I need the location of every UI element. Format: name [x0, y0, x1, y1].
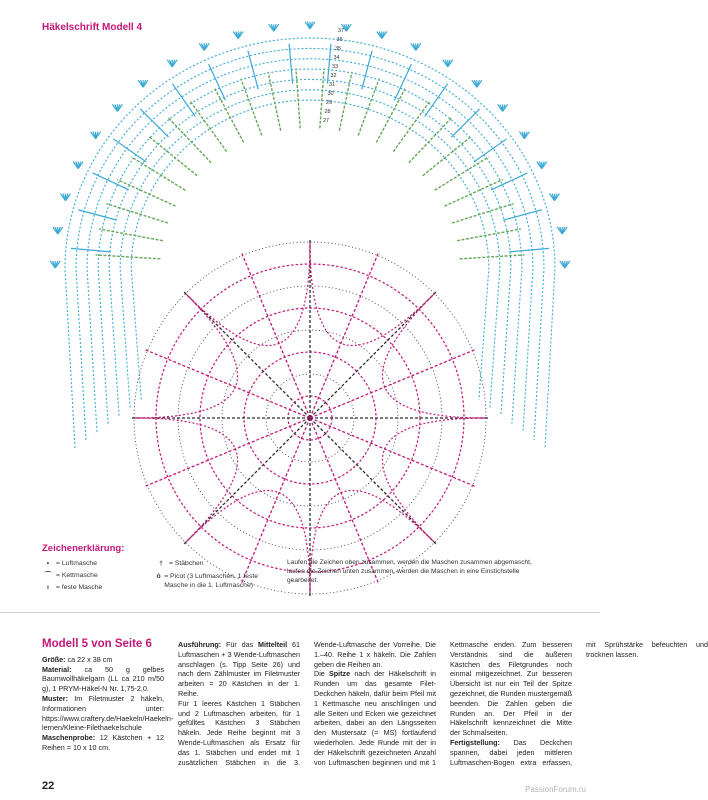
legend-title: Zeichenerklärung: [42, 543, 125, 554]
slip-stitch-icon: ⌒ [44, 572, 52, 579]
round-number-label: 36 [336, 37, 343, 43]
picot-fan-icon [269, 24, 279, 31]
picot-fan-icon [560, 261, 570, 268]
outer-spoke [248, 51, 258, 90]
picot-fan-icon [112, 104, 122, 111]
middle-spoke [423, 136, 472, 176]
divider [0, 612, 600, 613]
article [42, 638, 708, 770]
size-paragraph: Größe: ca 22 x 38 cm [42, 654, 113, 664]
inner-spoke [241, 252, 310, 418]
picot-fan-icon [53, 227, 63, 234]
legend-item-single [42, 582, 102, 594]
picot-fan-icon [167, 60, 177, 67]
outer-spoke [172, 84, 195, 117]
gauge-paragraph: Maschenprobe: 12 Kästchen + 12 Reihen = 10 x 10 cm. [42, 733, 164, 752]
inner-spoke [144, 349, 310, 418]
legend-column-2 [155, 558, 275, 590]
picot-fan-icon [61, 194, 71, 201]
single-crochet-icon: ı [47, 584, 49, 591]
legend-label: = Stäbchen [169, 560, 204, 567]
picot-fan-icon [305, 22, 315, 29]
legend-item-picot [155, 572, 275, 590]
legend-label: = Picot (3 Luftmaschen, 1 feste Masche in die 1. Luftmasche) [164, 573, 259, 589]
crochet-diagram [30, 18, 590, 548]
chart-title: Häkelschrift Modell 4 [42, 22, 143, 33]
petal-arc [186, 243, 310, 346]
outer-spoke [503, 210, 542, 220]
round-number-label: 34 [333, 55, 340, 61]
inner-spoke [310, 418, 476, 487]
picot-fan-icon [498, 104, 508, 111]
outer-spoke [289, 44, 292, 84]
double-crochet-icon: † [159, 560, 163, 567]
middle-spoke [191, 102, 227, 152]
picot-fan-icon [411, 43, 421, 50]
round-number-label: 31 [329, 82, 336, 88]
execution-paragraph: Ausführung: Für das Mittelteil 61 Luftmaschen + 3 Wende-Luftmaschen anschlagen (s. Tipp Seite 26) und nach dem Zählmuster im Filetmuster arbeiten = 20 Kästchen in der 1. Reihe. [178, 640, 300, 698]
picot-fan-icon [50, 261, 60, 268]
article-heading: Modell 5 von Seite 6 [42, 638, 152, 650]
middle-spoke [215, 89, 244, 143]
legend-column-1 [42, 558, 102, 594]
picot-fan-icon [233, 32, 243, 39]
middle-spoke [268, 72, 281, 131]
round-number-label: 35 [335, 46, 342, 52]
picot-fan-icon [537, 162, 547, 169]
picot-fan-icon [550, 194, 560, 201]
picot-fan-icon [557, 227, 567, 234]
middle-spoke [339, 72, 352, 131]
legend-label: = Luftmasche [56, 560, 97, 567]
tips-paragraph: Die Spitze nach der Häkelschrift in Runden um das gesamte Filet-Deckchen häkeln, dafür beim Pfeil mit 1 Kettmasche neu anschlingen und alle Seiten und Ecken wie gezeichnet arbeiten, dabei an den Längsseiten den Mustersatz (= MS) fortlaufend wiederholen. Jede Runde mit der in der Häkelschrift gezeichneten Anzahl von Luftmaschen beginnen und mit 1 Kettmasche enden. Zum besseren Verständnis sind die äußeren Kästchen des Filetgrundes noch einmal mitgezeichnet. Zur besseren Übersicht ist nur ein Teil der Spitze gezeichnet, die Runden mustergemäß beenden. Die Zahlen geben die Runden an. Der Pfeil in der Häkelschrift kennzeichnet die Mitte der Schmalseiten. [314, 640, 572, 767]
petal-arc [382, 418, 485, 542]
middle-spoke [296, 68, 300, 128]
picot-icon: ȏ [156, 573, 161, 580]
inner-spoke [144, 418, 310, 487]
middle-spoke [445, 180, 503, 207]
petal-arc [382, 294, 485, 418]
outer-spoke [113, 139, 146, 162]
instruction-paragraph: Für 1 leeres Kästchen 1 Stäbchen und 2 Luftmaschen arbeiten, für 1 gefülltes Kästchen 3 Stäbchen häkeln. Jede Reihe beginnt mit 3 Wende-Luftmaschen als Ersatz für das 1. Stäbchen und endet mit 1 zusätzlichen Stäbchen in die 3. Wende-Luftmasche der Vorreihe. Die 1.–40. Reihe 1 x häkeln. Die Zahlen geben die Reihen an. [178, 640, 436, 767]
round-number-label: 27 [323, 118, 330, 124]
picot-fan-icon [443, 60, 453, 67]
chain-stitch-icon: • [46, 560, 50, 567]
round-number-label: 37 [338, 28, 345, 34]
middle-spoke [435, 157, 489, 190]
outer-spoke [395, 64, 412, 100]
picot-fan-icon [91, 132, 101, 139]
inner-spoke [310, 349, 476, 418]
legend-label: = Kettmasche [56, 572, 98, 579]
middle-spoke [376, 89, 405, 143]
inner-spoke [310, 252, 379, 418]
legend-item-double [155, 558, 275, 570]
middle-spoke [393, 102, 429, 152]
round-number-label: 33 [332, 64, 339, 70]
page-number: 22 [42, 780, 55, 792]
legend-item-chain [42, 558, 102, 570]
middle-spoke [457, 229, 521, 241]
picot-fan-icon [73, 162, 83, 169]
round-number-label: 29 [326, 100, 333, 106]
picot-fan-icon [377, 32, 387, 39]
outer-spoke [362, 51, 372, 90]
picot-fan-icon [519, 132, 529, 139]
picot-fan-icon [138, 80, 148, 87]
outer-spoke [474, 139, 507, 162]
picot-fan-icon [199, 43, 209, 50]
round-number-label: 32 [330, 73, 337, 79]
petal-arc [135, 418, 238, 542]
round-number-label: 30 [327, 91, 334, 97]
legend-label: = feste Masche [56, 584, 103, 591]
petal-arc [310, 243, 434, 346]
outer-spoke [425, 84, 448, 117]
middle-spoke [409, 118, 452, 163]
round-number-label: 28 [324, 109, 331, 115]
middle-spoke [95, 255, 160, 259]
middle-spoke [131, 157, 185, 190]
middle-spoke [99, 229, 163, 241]
legend-item-slip [42, 570, 102, 582]
material-paragraph: Material: ca 50 g gelbes Baumwollhäkelgarn (LL ca 210 m/50 g), 1 PRYM-Häkel-N Nr. 1,75-2,0. [42, 664, 164, 694]
picot-fan-icon [472, 80, 482, 87]
outer-spoke [209, 64, 226, 100]
petal-arc [135, 294, 238, 418]
middle-spoke [168, 118, 211, 163]
watermark: PassionForum.ru [525, 785, 586, 794]
finish-paragraph: Fertigstellung: Das Deckchen spannen, dabei jeden mittleren Luftmaschen-Bogen extra erfassen, mit Sprühstärke befeuchten und trocknen lassen. [450, 640, 708, 767]
legend-note: Laufen die Zeichen oben zusammen, werden die Maschen zusammen abgemascht, laufen die Zeichen unten zusammen, werden die Maschen in eine Einstichstelle gearbeitet. [287, 559, 532, 584]
middle-spoke [148, 136, 197, 176]
outer-spoke [78, 210, 117, 220]
pattern-paragraph: Muster: Im Filetmuster 2 häkeln, Informationen unter: https://www.craftery.de/Haekeln/Haekeln-lernen/Kleine-Filethaekelschule [42, 693, 174, 733]
middle-spoke [460, 255, 525, 259]
outer-spoke [491, 173, 527, 190]
